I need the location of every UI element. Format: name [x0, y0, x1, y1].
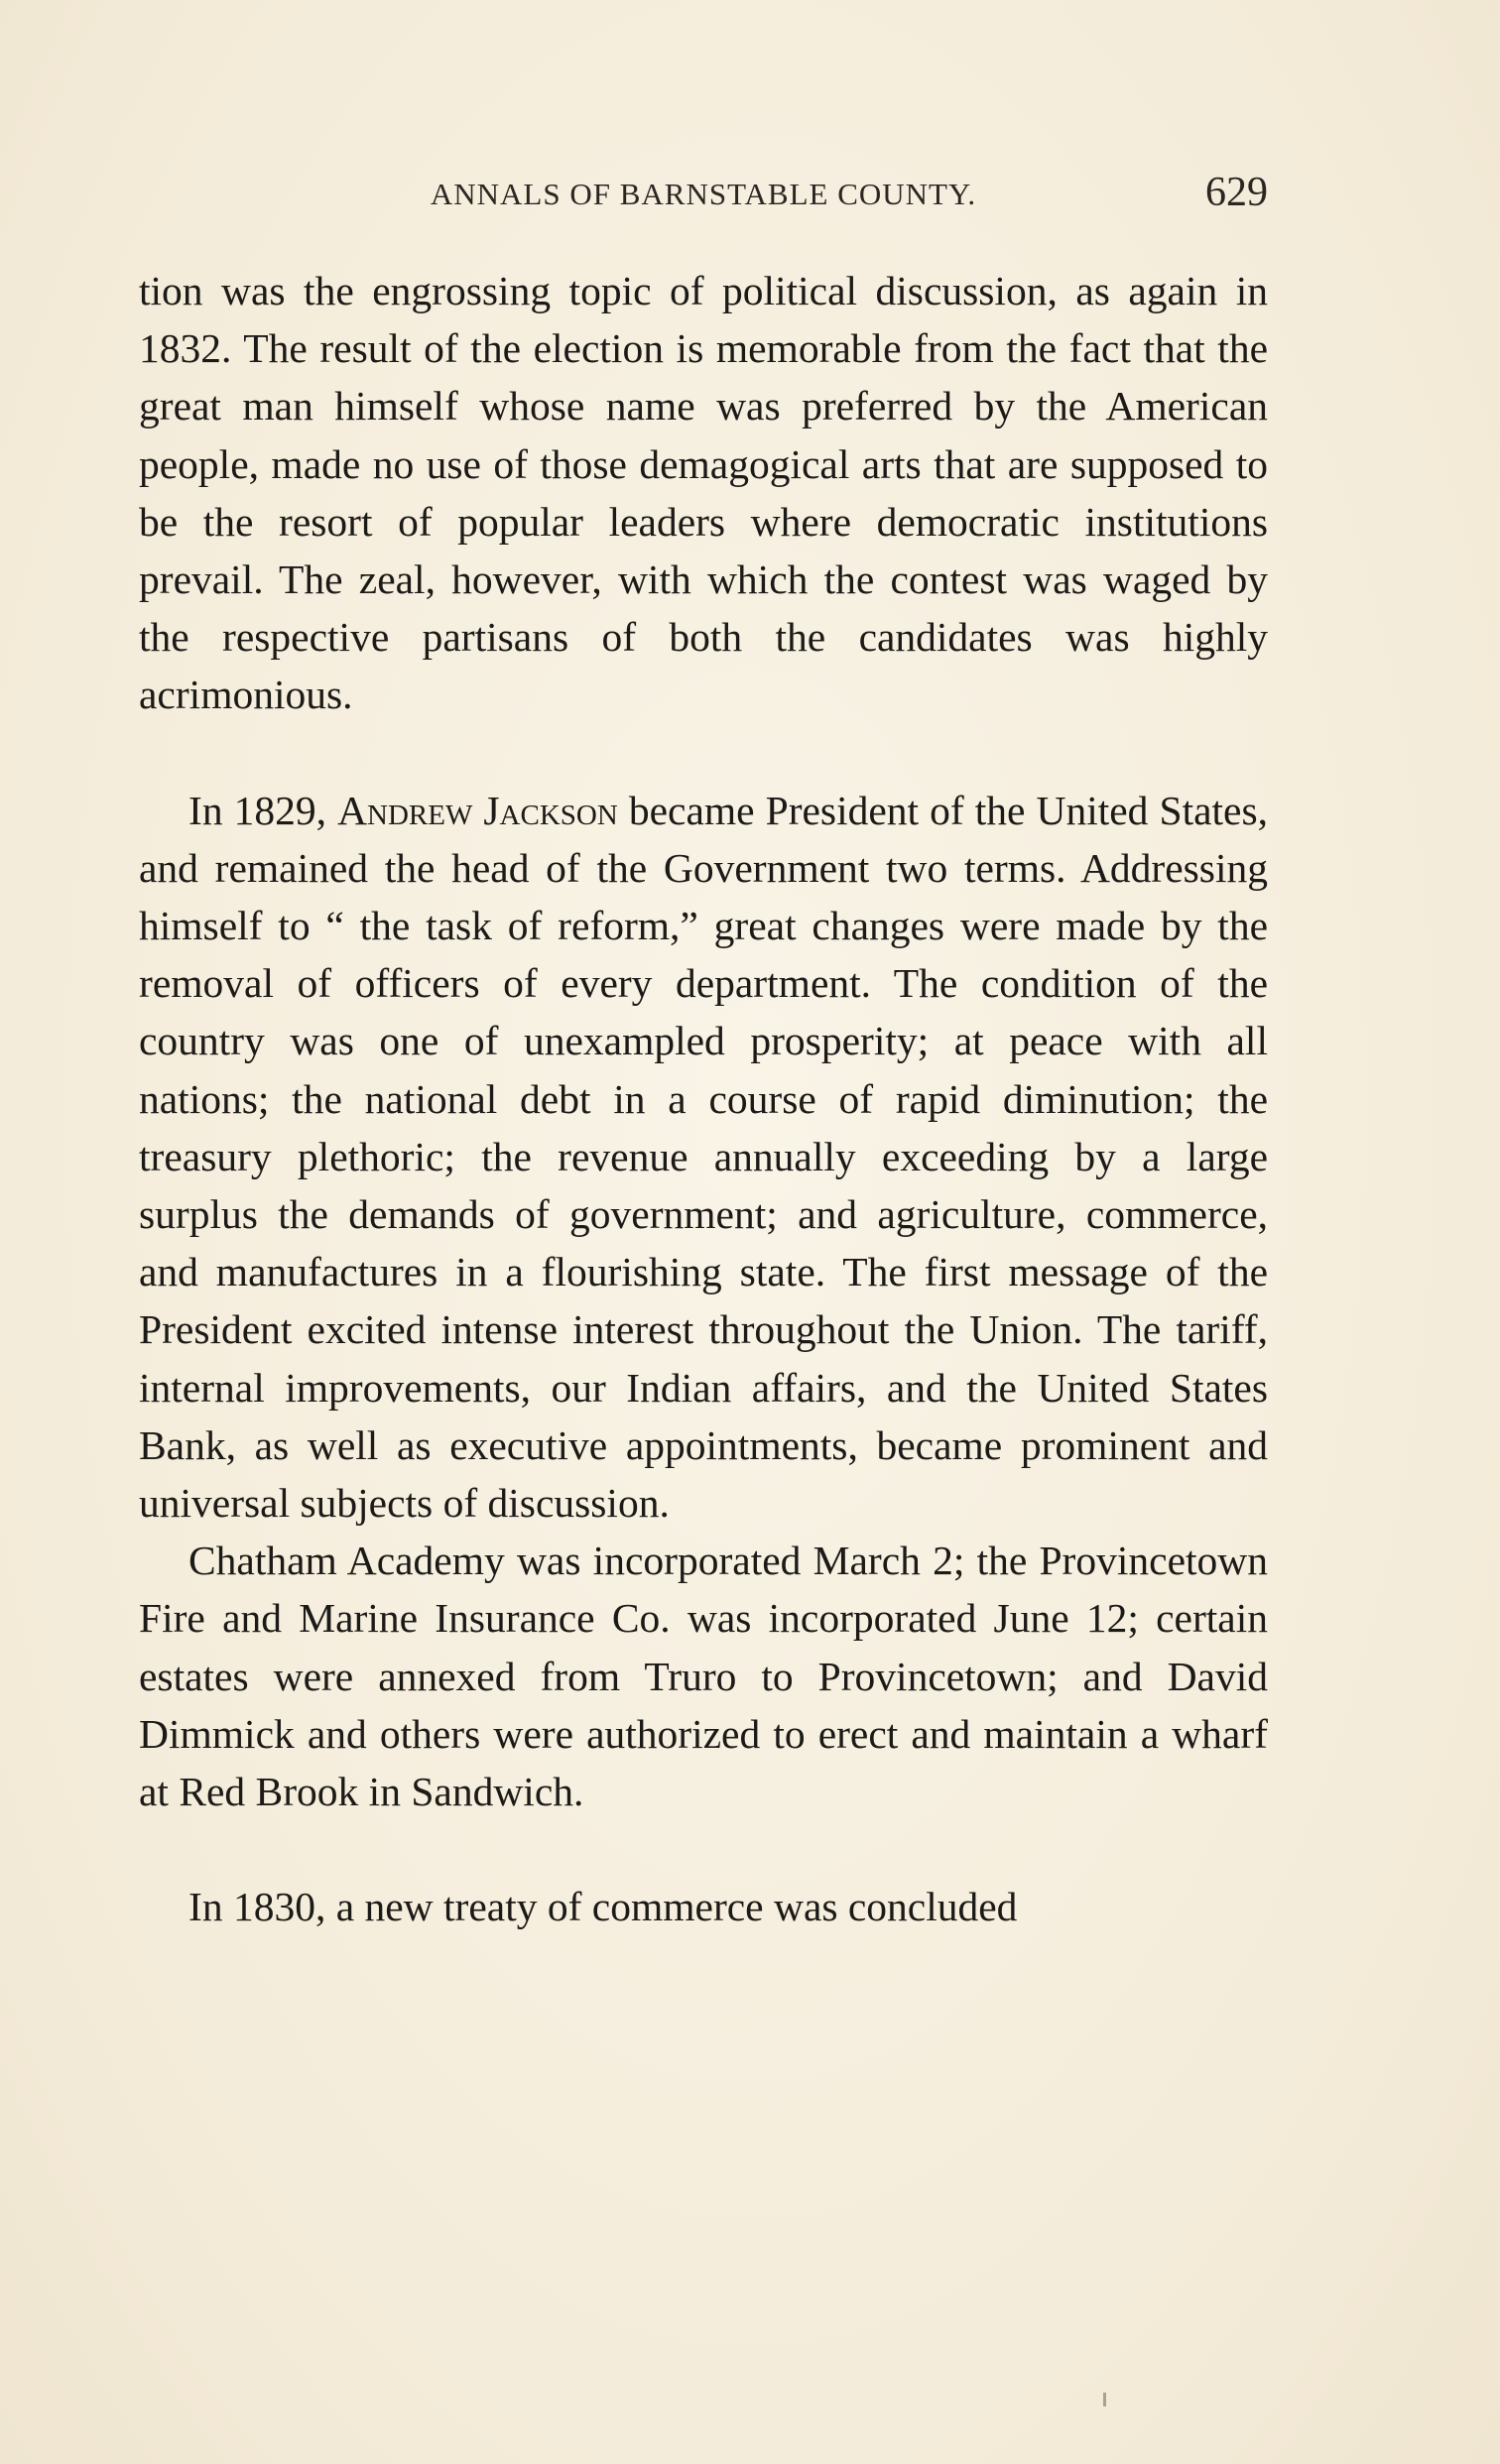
paragraph-1830: In 1830, a new treaty of commerce was concluded: [188, 1884, 1018, 1930]
paper-speck: [1103, 2393, 1106, 2406]
body-text: [139, 262, 1268, 1935]
page-number: 629: [1205, 170, 1268, 215]
paragraph-1829-body: became President of the United States, and remained the head of the Government two terms. Addressing himself to “ the task of reform,” great changes were made by the removal of officers of every department. The condition of the country was one of unexampled prosperity; at peace with all nations; the national debt in a course of rapid diminution; the treasury plethoric; the revenue annually exceeding by a large surplus the demands of government; and agriculture, commerce, and manufactures in a flourishing state. The first message of the President excited intense interest throughout the Union. The tariff, internal improvements, our Indian affairs, and the United States Bank, as well as executive appointments, became prominent and universal subjects of discussion.: [139, 787, 1268, 1527]
paragraph-continued: tion was the engrossing topic of political discussion, as again in 1832. The result of the election is memorable from the fact that the great man himself whose name was preferred by the American people, made no use of those demagogical arts that are supposed to be the resort of popular leaders where democratic institutions prevail. The zeal, however, with which the contest was waged by the respective partisans of both the candidates was highly acrimonious.: [139, 268, 1268, 718]
paragraph-1829: [139, 782, 1268, 1533]
paragraph-gap: [139, 1820, 1268, 1878]
running-title: ANNALS OF BARNSTABLE COUNTY.: [430, 177, 977, 211]
president-name: Andrew Jackson: [337, 787, 618, 833]
paragraph-1829-lead: In 1829,: [188, 787, 338, 833]
paragraph-chatham-academy: Chatham Academy was incorporated March 2; the Provincetown Fire and Marine Insurance Co. was incorporated June 12; certain estates were annexed from Truro to Provincetown; and David Dimmick and others were authorized to erect and maintain a wharf at Red Brook in Sandwich.: [139, 1538, 1268, 1815]
paragraph-gap: [139, 724, 1268, 782]
running-head: [139, 169, 1268, 218]
